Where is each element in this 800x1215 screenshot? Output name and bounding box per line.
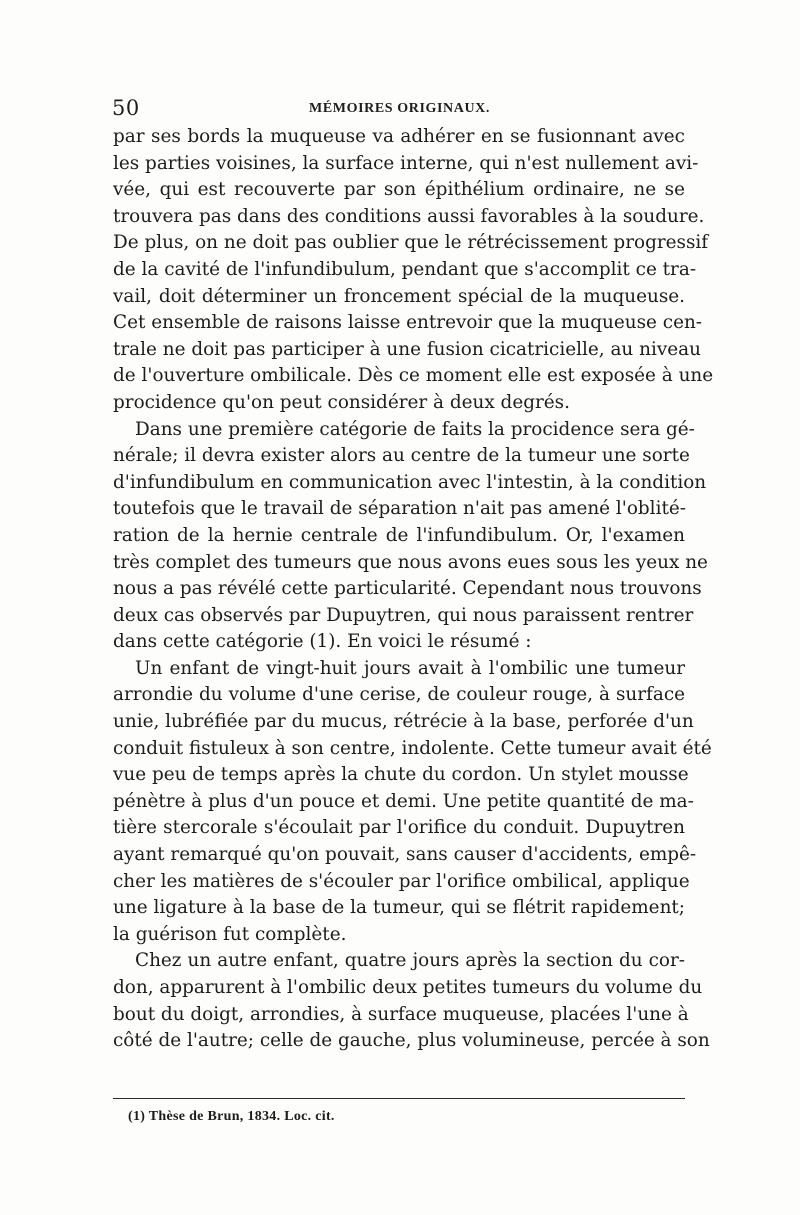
text-line: côté de l'autre; celle de gauche, plus volumineuse, percée à son (113, 1030, 710, 1052)
text-line: de l'ouverture ombilicale. Dès ce moment elle est exposée à une (113, 365, 714, 387)
text-line: les parties voisines, la surface interne, qui n'est nullement avi- (113, 152, 699, 174)
text-line: nérale; il devra exister alors au centre de la tumeur une sorte (113, 445, 690, 467)
text-line: deux cas observés par Dupuytren, qui nous paraissent rentrer (113, 604, 694, 626)
text-line: dans cette catégorie (1). En voici le résumé : (113, 631, 532, 653)
text-line: ayant remarqué qu'on pouvait, sans causer d'accidents, empê- (113, 844, 697, 866)
paragraph-start-line: Chez un autre enfant, quatre jours après la section du cor- (135, 950, 685, 972)
footnote: (1) Thèse de Brun, 1834. Loc. cit. (128, 1109, 335, 1124)
text-line: ration de la hernie centrale de l'infundibulum. Or, l'examen (113, 524, 685, 546)
text-line: vail, doit déterminer un froncement spécial de la muqueuse. (113, 285, 685, 307)
text-line: bout du doigt, arrondies, à surface muqueuse, placées l'une à (113, 1003, 689, 1025)
text-line: d'infundibulum en communication avec l'intestin, à la condition (113, 471, 707, 493)
text-line: pénètre à plus d'un pouce et demi. Une petite quantité de ma- (113, 790, 694, 812)
text-line: trale ne doit pas participer à une fusion cicatricielle, au niveau (113, 338, 701, 360)
text-line: De plus, on ne doit pas oublier que le rétrécissement progressif (113, 232, 709, 254)
text-line: par ses bords la muqueuse va adhérer en se fusionnant avec (113, 126, 685, 147)
text-line: trouvera pas dans des conditions aussi favorables à la soudure. (113, 205, 705, 227)
text-line: nous a pas révélé cette particularité. Cependant nous trouvons (113, 578, 702, 600)
text-line: vée, qui est recouverte par son épithélium ordinaire, ne se (113, 179, 685, 201)
text-line: tière stercorale s'écoulait par l'orifice du conduit. Dupuytren (113, 817, 685, 839)
text-line: Cet ensemble de raisons laisse entrevoir que la muqueuse cen- (113, 312, 703, 334)
text-line: conduit fistuleux à son centre, indolente. Cette tumeur avait été (113, 737, 712, 759)
text-line: procidence qu'on peut considérer à deux degrés. (113, 391, 570, 413)
text-line: arrondie du volume d'une cerise, de couleur rouge, à surface (113, 684, 685, 706)
text-line: vue peu de temps après la chute du cordon. Un stylet mousse (113, 764, 689, 786)
footnote-rule (113, 1098, 685, 1099)
text-line: très complet des tumeurs que nous avons eues sous les yeux ne (113, 551, 708, 573)
paragraph-start-line: Un enfant de vingt-huit jours avait à l'ombilic une tumeur (135, 657, 685, 679)
text-line: de la cavité de l'infundibulum, pendant que s'accomplit ce tra- (113, 258, 697, 280)
page-header (112, 96, 687, 122)
text-line: la guérison fut complète. (113, 923, 347, 945)
text-line: cher les matières de s'écouler par l'orifice ombilical, applique (113, 870, 690, 892)
text-line: une ligature à la base de la tumeur, qui se flétrit rapidement; (113, 897, 685, 919)
paragraph-start-line: Dans une première catégorie de faits la procidence sera gé- (135, 418, 695, 440)
running-title: MÉMOIRES ORIGINAUX. (309, 101, 490, 116)
text-line: don, apparurent à l'ombilic deux petites tumeurs du volume du (113, 977, 703, 998)
page-number: 50 (112, 96, 140, 120)
body-text (113, 124, 714, 1055)
text-line: toutefois que le travail de séparation n'ait pas amené l'oblité- (113, 498, 686, 520)
text-line: unie, lubréfiée par du mucus, rétrécie à la base, perforée d'un (113, 711, 694, 733)
